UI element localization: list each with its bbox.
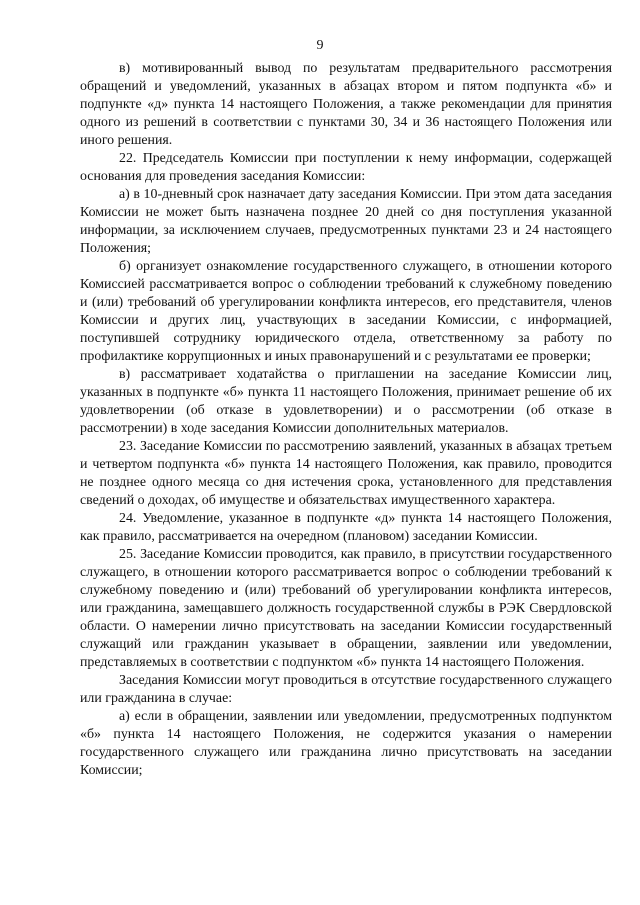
paragraph-22: 22. Председатель Комиссии при поступлении к нему информации, содержащей основания для проведения заседания Комиссии: [80, 151, 612, 184]
paragraph-24: 24. Уведомление, указанное в подпункте «д» пункта 14 настоящего Положения, как правило, рассматривается на очередном (плановом) заседании Комиссии. [80, 511, 612, 544]
paragraph-21v: в) мотивированный вывод по результатам предварительного рассмотрения обращений и уведомлений, указанных в абзацах втором и пятом подпункта «б» и подпункте «д» пункта 14 настоящего Положения, а также рекомендации для принятия одного из решений в соответствии с пунктами 30, 34 и 36 настоящего Положения или иного решения. [80, 61, 612, 148]
paragraph-23: 23. Заседание Комиссии по рассмотрению заявлений, указанных в абзацах третьем и четвертом подпункта «б» пункта 14 настоящего Положения, как правило, проводится не позднее одного месяца со дня истечения срока, установленного для представления сведений о доходах, об имуществе и обязательствах имущественного характера. [80, 439, 612, 508]
document-body [80, 60, 612, 780]
paragraph-25-absence: Заседания Комиссии могут проводиться в отсутствие государственного служащего или гражданина в случае: [80, 673, 612, 706]
paragraph-25: 25. Заседание Комиссии проводится, как правило, в присутствии государственного служащего, в отношении которого рассматривается вопрос о соблюдении требований к служебному поведению и (или) требований об урегулировании конфликта интересов, или гражданина, замещавшего должность государственной службы в РЭК Свердловской области. О намерении лично присутствовать на заседании Комиссии государственный служащий или гражданин указывает в обращении, заявлении или уведомлении, представляемых в соответствии с подпунктом «б» пункта 14 настоящего Положения. [80, 547, 612, 670]
paragraph-22v: в) рассматривает ходатайства о приглашении на заседание Комиссии лиц, указанных в подпункте «б» пункта 11 настоящего Положения, принимает решение об их удовлетворении (об отказе в удовлетворении) и о рассмотрении (об отказе в рассмотрении) в ходе заседания Комиссии дополнительных материалов. [80, 367, 612, 436]
paragraph-22a: а) в 10-дневный срок назначает дату заседания Комиссии. При этом дата заседания Комиссии не может быть назначена позднее 20 дней со дня поступления указанной информации, за исключением случаев, предусмотренных пунктами 23 и 24 настоящего Положения; [80, 187, 612, 256]
paragraph-25a: а) если в обращении, заявлении или уведомлении, предусмотренных подпунктом «б» пункта 14 настоящего Положения, не содержится указания о намерении государственного служащего или гражданина лично присутствовать на заседании Комиссии; [80, 709, 612, 778]
page-number: 9 [316, 38, 324, 53]
paragraph-22b: б) организует ознакомление государственного служащего, в отношении которого Комиссией рассматривается вопрос о соблюдении требований к служебному поведению и (или) требований об урегулировании конфликта интересов, его представителя, членов Комиссии и других лиц, участвующих в заседании Комиссии, с информацией, поступившей сотруднику юридического отдела, ответственному за работу по профилактике коррупционных и иных правонарушений и с результатами ее проверки; [80, 259, 612, 364]
